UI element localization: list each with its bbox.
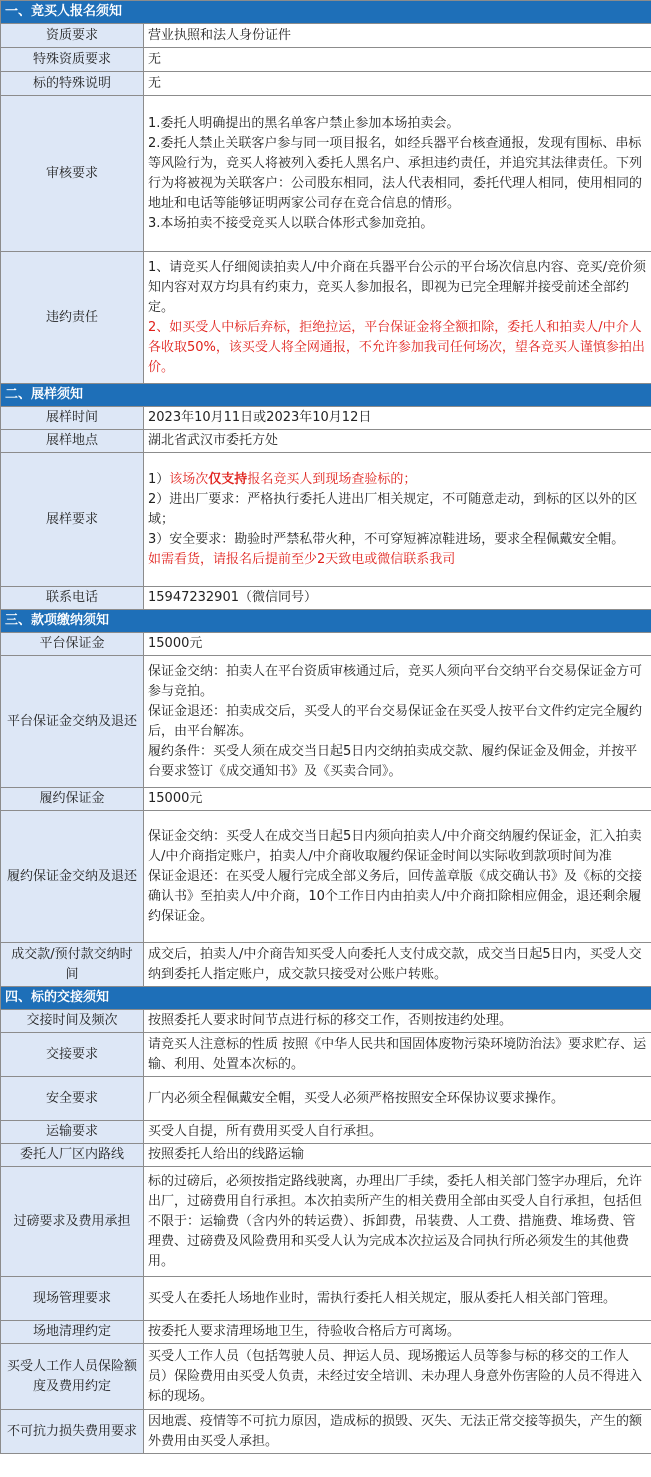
row-label: 交接时间及频次	[1, 1010, 144, 1033]
table-row	[1, 1277, 651, 1321]
row-label: 展样时间	[1, 407, 144, 430]
table-row	[1, 1121, 651, 1144]
row-value	[144, 96, 651, 252]
exhibit-item-1-highlight-b: 仅支持	[208, 471, 248, 487]
row-label: 委托人厂区内路线	[1, 1144, 144, 1167]
review-item-3: 3.本场拍卖不接受竞买人以联合体形式参加竞拍。	[148, 215, 434, 231]
row-value: 买受人在委托人场地作业时，需执行委托人相关规定，服从委托人相关部门管理。	[144, 1277, 651, 1321]
section-header-row	[1, 987, 651, 1010]
table-row	[1, 96, 651, 252]
row-label: 不可抗力损失费用要求	[1, 1410, 144, 1454]
row-label: 特殊资质要求	[1, 48, 144, 72]
contact-phone: 15947232901（微信同号）	[144, 587, 651, 610]
row-label: 展样要求	[1, 453, 144, 587]
row-value	[144, 656, 651, 788]
row-label: 过磅要求及费用承担	[1, 1167, 144, 1277]
table-row	[1, 1167, 651, 1277]
row-label: 联系电话	[1, 587, 144, 610]
table-row	[1, 1077, 651, 1121]
exhibit-contact-note: 如需看货，请报名后提前至少2天致电或微信联系我司	[148, 551, 456, 567]
exhibit-item-2: 2）进出厂要求：严格执行委托人进出厂相关规定，不可随意走动，到标的区以外的区域；	[148, 491, 638, 527]
table-row	[1, 788, 651, 811]
row-value: 15000元	[144, 633, 651, 656]
breach-item-1: 1、请竞买人仔细阅读拍卖人/中介商在兵器平台公示的平台场次信息内容、竞买/竞价须知内容对双方均具有约束力，竞买人参加报名，即视为已完全理解并接受前述全部约定。	[148, 259, 647, 315]
section-header-row	[1, 384, 651, 407]
row-label: 现场管理要求	[1, 1277, 144, 1321]
row-label: 成交款/预付款交纳时间	[1, 943, 144, 987]
exhibit-item-1	[148, 470, 647, 490]
row-label: 违约责任	[1, 252, 144, 384]
table-row	[1, 633, 651, 656]
row-label: 资质要求	[1, 24, 144, 48]
review-item-2: 2.委托人禁止关联客户参与同一项目报名，如经兵器平台核查通报，发现有围标、串标等风险行为，竞买人将被列入委托人黑名户、承担违约责任，并追究其法律责任。下列行为将被视为关联客户：公司股东相同，法人代表相同，委托代理人相同，使用相同的地址和电话等能够证明两家公司存在竞合信息的情形。	[148, 135, 643, 211]
row-label: 平台保证金交纳及退还	[1, 656, 144, 788]
table-row	[1, 1010, 651, 1033]
table-row	[1, 1144, 651, 1167]
exhibit-item-3: 3）安全要求：勘验时严禁私带火种，不可穿短裤凉鞋进场，要求全程佩戴安全帽。	[148, 531, 625, 547]
exhibit-item-1-highlight-c: 报名竞买人到现场查验标的；	[247, 471, 417, 487]
table-row	[1, 1033, 651, 1077]
exhibit-item-1-highlight-a: 该场次	[169, 471, 209, 487]
row-label: 履约保证金交纳及退还	[1, 811, 144, 943]
perf-deposit-item-1: 保证金交纳：买受人在成交当日起5日内须向拍卖人/中介商交纳履约保证金，汇入拍卖人/中介商指定账户，拍卖人/中介商收取履约保证金时间以实际收到款项时间为准	[148, 828, 642, 864]
review-item-1: 1.委托人明确提出的黑名单客户禁止参加本场拍卖会。	[148, 115, 460, 131]
section-title-handover: 四、标的交接须知	[1, 987, 651, 1010]
platform-deposit-item-2: 保证金退还：拍卖成交后，买受人的平台交易保证金在买受人按平台文件约定完全履约后，由平台解冻。	[148, 703, 643, 739]
table-row	[1, 453, 651, 587]
row-value: 无	[144, 48, 651, 72]
row-value	[144, 252, 651, 384]
table-row	[1, 1344, 651, 1410]
platform-deposit-item-1: 保证金交纳：拍卖人在平台资质审核通过后，竞买人须向平台交纳平台交易保证金方可参与竞拍。	[148, 663, 643, 699]
section-title-payment: 三、款项缴纳须知	[1, 610, 651, 633]
section-title-exhibit: 二、展样须知	[1, 384, 651, 407]
platform-deposit-item-3: 履约条件：买受人须在成交当日起5日内交纳拍卖成交款、履约保证金及佣金，并按平台要求签订《成交通知书》及《买卖合同》。	[148, 743, 638, 779]
row-value: 营业执照和法人身份证件	[144, 24, 651, 48]
row-label: 交接要求	[1, 1033, 144, 1077]
row-value: 按照委托人要求时间节点进行标的移交工作，否则按违约处理。	[144, 1010, 651, 1033]
row-value	[144, 811, 651, 943]
row-value: 请竞买人注意标的性质 按照《中华人民共和国固体废物污染环境防治法》要求贮存、运输、利用、处置本次标的。	[144, 1033, 651, 1077]
table-row	[1, 811, 651, 943]
row-label: 履约保证金	[1, 788, 144, 811]
row-value: 买受人自提，所有费用买受人自行承担。	[144, 1121, 651, 1144]
row-label: 运输要求	[1, 1121, 144, 1144]
row-value: 成交后，拍卖人/中介商告知买受人向委托人支付成交款，成交当日起5日内，买受人交纳到委托人指定账户，成交款只接受对公账户转账。	[144, 943, 651, 987]
table-row	[1, 943, 651, 987]
section-header-row	[1, 1, 651, 24]
row-value	[144, 453, 651, 587]
section-title-registration: 一、竞买人报名须知	[1, 1, 651, 24]
exhibit-item-1-prefix: 1）	[148, 471, 170, 487]
row-label: 安全要求	[1, 1077, 144, 1121]
table-row	[1, 252, 651, 384]
section-header-row	[1, 610, 651, 633]
row-value: 湖北省武汉市委托方处	[144, 430, 651, 453]
table-row	[1, 656, 651, 788]
row-value: 买受人工作人员（包括驾驶人员、押运人员、现场搬运人员等参与标的移交的工作人员）保险费用由买受人负责，未经过安全培训、未办理人身意外伤害险的人员不得进入标的现场。	[144, 1344, 651, 1410]
table-row	[1, 430, 651, 453]
row-value: 15000元	[144, 788, 651, 811]
row-value: 厂内必须全程佩戴安全帽，买受人必须严格按照安全环保协议要求操作。	[144, 1077, 651, 1121]
row-label: 场地清理约定	[1, 1321, 144, 1344]
table-row	[1, 24, 651, 48]
row-value: 按照委托人给出的线路运输	[144, 1144, 651, 1167]
row-label: 审核要求	[1, 96, 144, 252]
row-value: 标的过磅后，必须按指定路线驶离，办理出厂手续，委托人相关部门签字办理后，允许出厂，过磅费用自行承担。本次拍卖所产生的相关费用全部由买受人自行承担，包括但不限于：运输费（含内外的转运费）、拆卸费，吊装费、人工费、措施费、堆场费、管理费、过磅费及风险费用和买受人认为完成本次拉运及合同执行所必须发生的其他费用。	[144, 1167, 651, 1277]
perf-deposit-item-2: 保证金退还：在买受人履行完成全部义务后，回传盖章版《成交确认书》及《标的交接确认书》至拍卖人/中介商，10个工作日内由拍卖人/中介商扣除相应佣金，退还剩余履约保证金。	[148, 868, 643, 924]
table-row	[1, 587, 651, 610]
table-row	[1, 1321, 651, 1344]
table-row	[1, 48, 651, 72]
row-label: 买受人工作人员保险额度及费用约定	[1, 1344, 144, 1410]
table-row	[1, 1410, 651, 1454]
row-label: 平台保证金	[1, 633, 144, 656]
row-label: 展样地点	[1, 430, 144, 453]
row-value: 因地震、疫情等不可抗力原因，造成标的损毁、灭失、无法正常交接等损失，产生的额外费用由买受人承担。	[144, 1410, 651, 1454]
row-value: 2023年10月11日或2023年10月12日	[144, 407, 651, 430]
table-row	[1, 407, 651, 430]
row-label: 标的特殊说明	[1, 72, 144, 96]
breach-item-2: 2、如买受人中标后弃标，拒绝拉运，平台保证金将全额扣除，委托人和拍卖人/中介人各收取50%，该买受人将全网通报，不允许参加我司任何场次，望各竞买人谨慎参拍出价。	[148, 319, 645, 375]
table-row	[1, 72, 651, 96]
row-value: 按委托人要求清理场地卫生，待验收合格后方可离场。	[144, 1321, 651, 1344]
row-value: 无	[144, 72, 651, 96]
